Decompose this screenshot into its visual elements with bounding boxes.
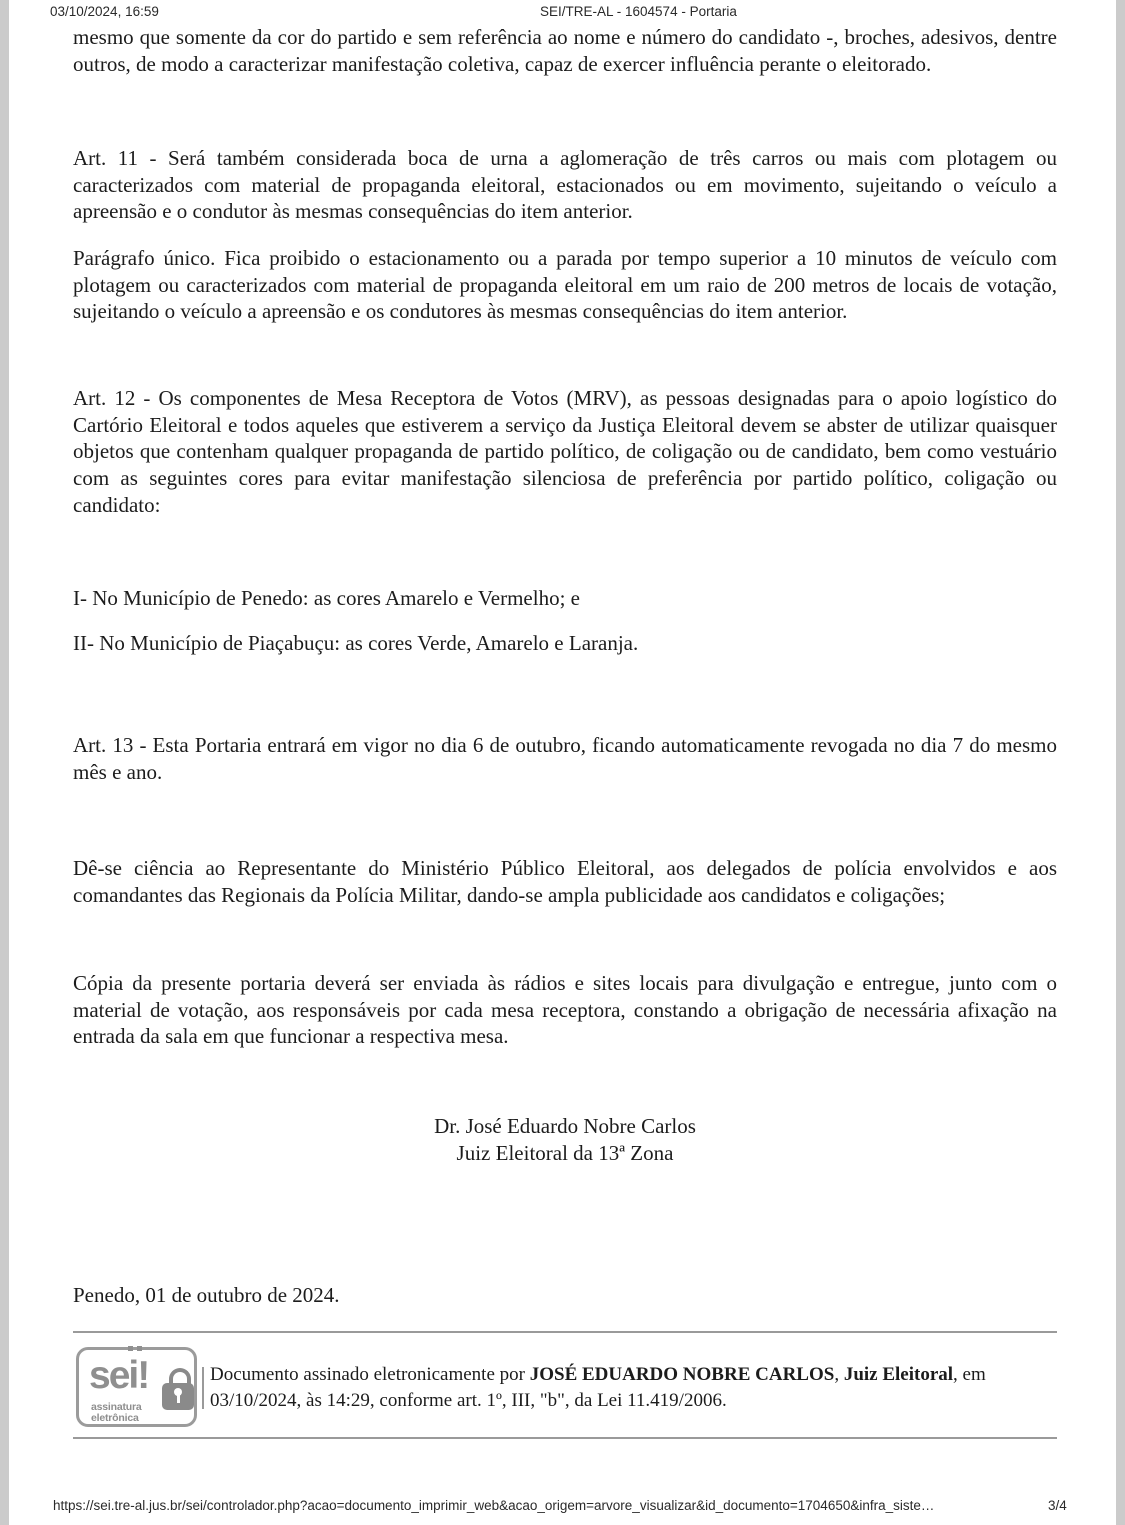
- stamp-notch: [128, 1346, 133, 1351]
- statement-signer-name: JOSÉ EDUARDO NOBRE CARLOS: [529, 1364, 835, 1385]
- list-item-2: II- No Município de Piaçabuçu: as cores Verde, Amarelo e Laranja.: [73, 631, 639, 655]
- signature-name-block: [73, 1113, 1057, 1166]
- paragraph-de-se-ciencia: Dê-se ciência ao Representante do Ministério Público Eleitoral, aos delegados de polícia envolvidos e aos comandantes das Regionais da Polícia Militar, dando-se ampla publicidade aos candidatos e coligações;: [73, 856, 1057, 907]
- paragraph-intro-continuation: mesmo que somente da cor do partido e sem referência ao nome e número do candidato -, broches, adesivos, dentre outros, de modo a caracterizar manifestação coletiva, capaz de exercer influência perante o eleitorado.: [73, 25, 1057, 76]
- print-footer-page-number: 3/4: [1048, 1498, 1067, 1513]
- print-footer-url: https://sei.tre-al.jus.br/sei/controlador.php?acao=documento_imprimir_web&acao_origem=arvore_visualizar&id_documento=1704650&infra_siste…: [53, 1498, 935, 1513]
- paragraph-copia: Cópia da presente portaria deverá ser enviada às rádios e sites locais para divulgação e entregue, junto com o material de votação, aos responsáveis por cada mesa receptora, constando a obrigação de necessária afixação na entrada da sala em que funcionar a respectiva mesa.: [73, 971, 1057, 1049]
- paragraph-art-11: Art. 11 - Será também considerada boca de urna a aglomeração de três carros ou mais com plotagem ou caracterizados com material de propaganda eleitoral, estacionados ou em movimento, sujeitando o veículo a apreensão e o condutor às mesmas consequências do item anterior.: [73, 146, 1057, 224]
- signature-block-top-rule: [73, 1331, 1057, 1333]
- padlock-icon: [162, 1368, 196, 1412]
- statement-separator: ,: [834, 1364, 844, 1385]
- page-edge-right-strip: [1116, 0, 1125, 1525]
- padlock-body: [162, 1383, 194, 1410]
- statement-signer-role: Juiz Eleitoral: [843, 1364, 954, 1385]
- sei-logo-subtitle-line2: eletrônica: [91, 1412, 139, 1424]
- page-edge-left-strip: [0, 0, 9, 1525]
- sei-logo: sei!: [89, 1354, 149, 1397]
- paragraph-art-12: Art. 12 - Os componentes de Mesa Receptora de Votos (MRV), as pessoas designadas para o apoio logístico do Cartório Eleitoral e todos aqueles que estiverem a serviço da Justiça Eleitoral devem se abster de utilizar quaisquer objetos que contenham qualquer propaganda de partido político, de coligação ou de candidato, bem como vestuário com as seguintes cores para evitar manifestação silenciosa de preferência por partido político, coligação ou candidato:: [73, 386, 1057, 517]
- sei-logo-subtitle-line1: assinatura: [91, 1401, 142, 1413]
- statement-prefix: Documento assinado eletronicamente por: [210, 1364, 530, 1385]
- signature-block-bottom-rule: [73, 1437, 1057, 1439]
- sei-signature-stamp: [76, 1347, 197, 1427]
- stamp-notch: [137, 1346, 142, 1351]
- paragraph-paragrafo-unico: Parágrafo único. Fica proibido o estacionamento ou a parada por tempo superior a 10 minutos de veículo com plotagem ou caracterizados com material de propaganda eleitoral em um raio de 200 metros de locais de votação, sujeitando o veículo a apreensão e os condutores às mesmas consequências do item anterior.: [73, 246, 1057, 324]
- signature-table-cell-divider: [202, 1367, 204, 1409]
- electronic-signature-statement: [210, 1362, 1052, 1414]
- signer-role-line: Juiz Eleitoral da 13ª Zona: [456, 1140, 674, 1165]
- padlock-keyhole-stem: [177, 1394, 180, 1403]
- paragraph-art-13: Art. 13 - Esta Portaria entrará em vigor no dia 6 de outubro, ficando automaticamente revogada no dia 7 do mesmo mês e ano.: [73, 733, 1057, 784]
- signer-name-line: Dr. José Eduardo Nobre Carlos: [434, 1114, 696, 1138]
- statement-suffix: , em 03/10/2024, às 14:29, conforme art. 1º, III, "b", da Lei 11.419/2006.: [210, 1364, 986, 1411]
- print-header-title: SEI/TRE-AL - 1604574 - Portaria: [540, 4, 737, 19]
- place-date-line: Penedo, 01 de outubro de 2024.: [73, 1283, 340, 1307]
- print-header-datetime: 03/10/2024, 16:59: [50, 4, 159, 19]
- list-item-1: I- No Município de Penedo: as cores Amarelo e Vermelho; e: [73, 586, 580, 610]
